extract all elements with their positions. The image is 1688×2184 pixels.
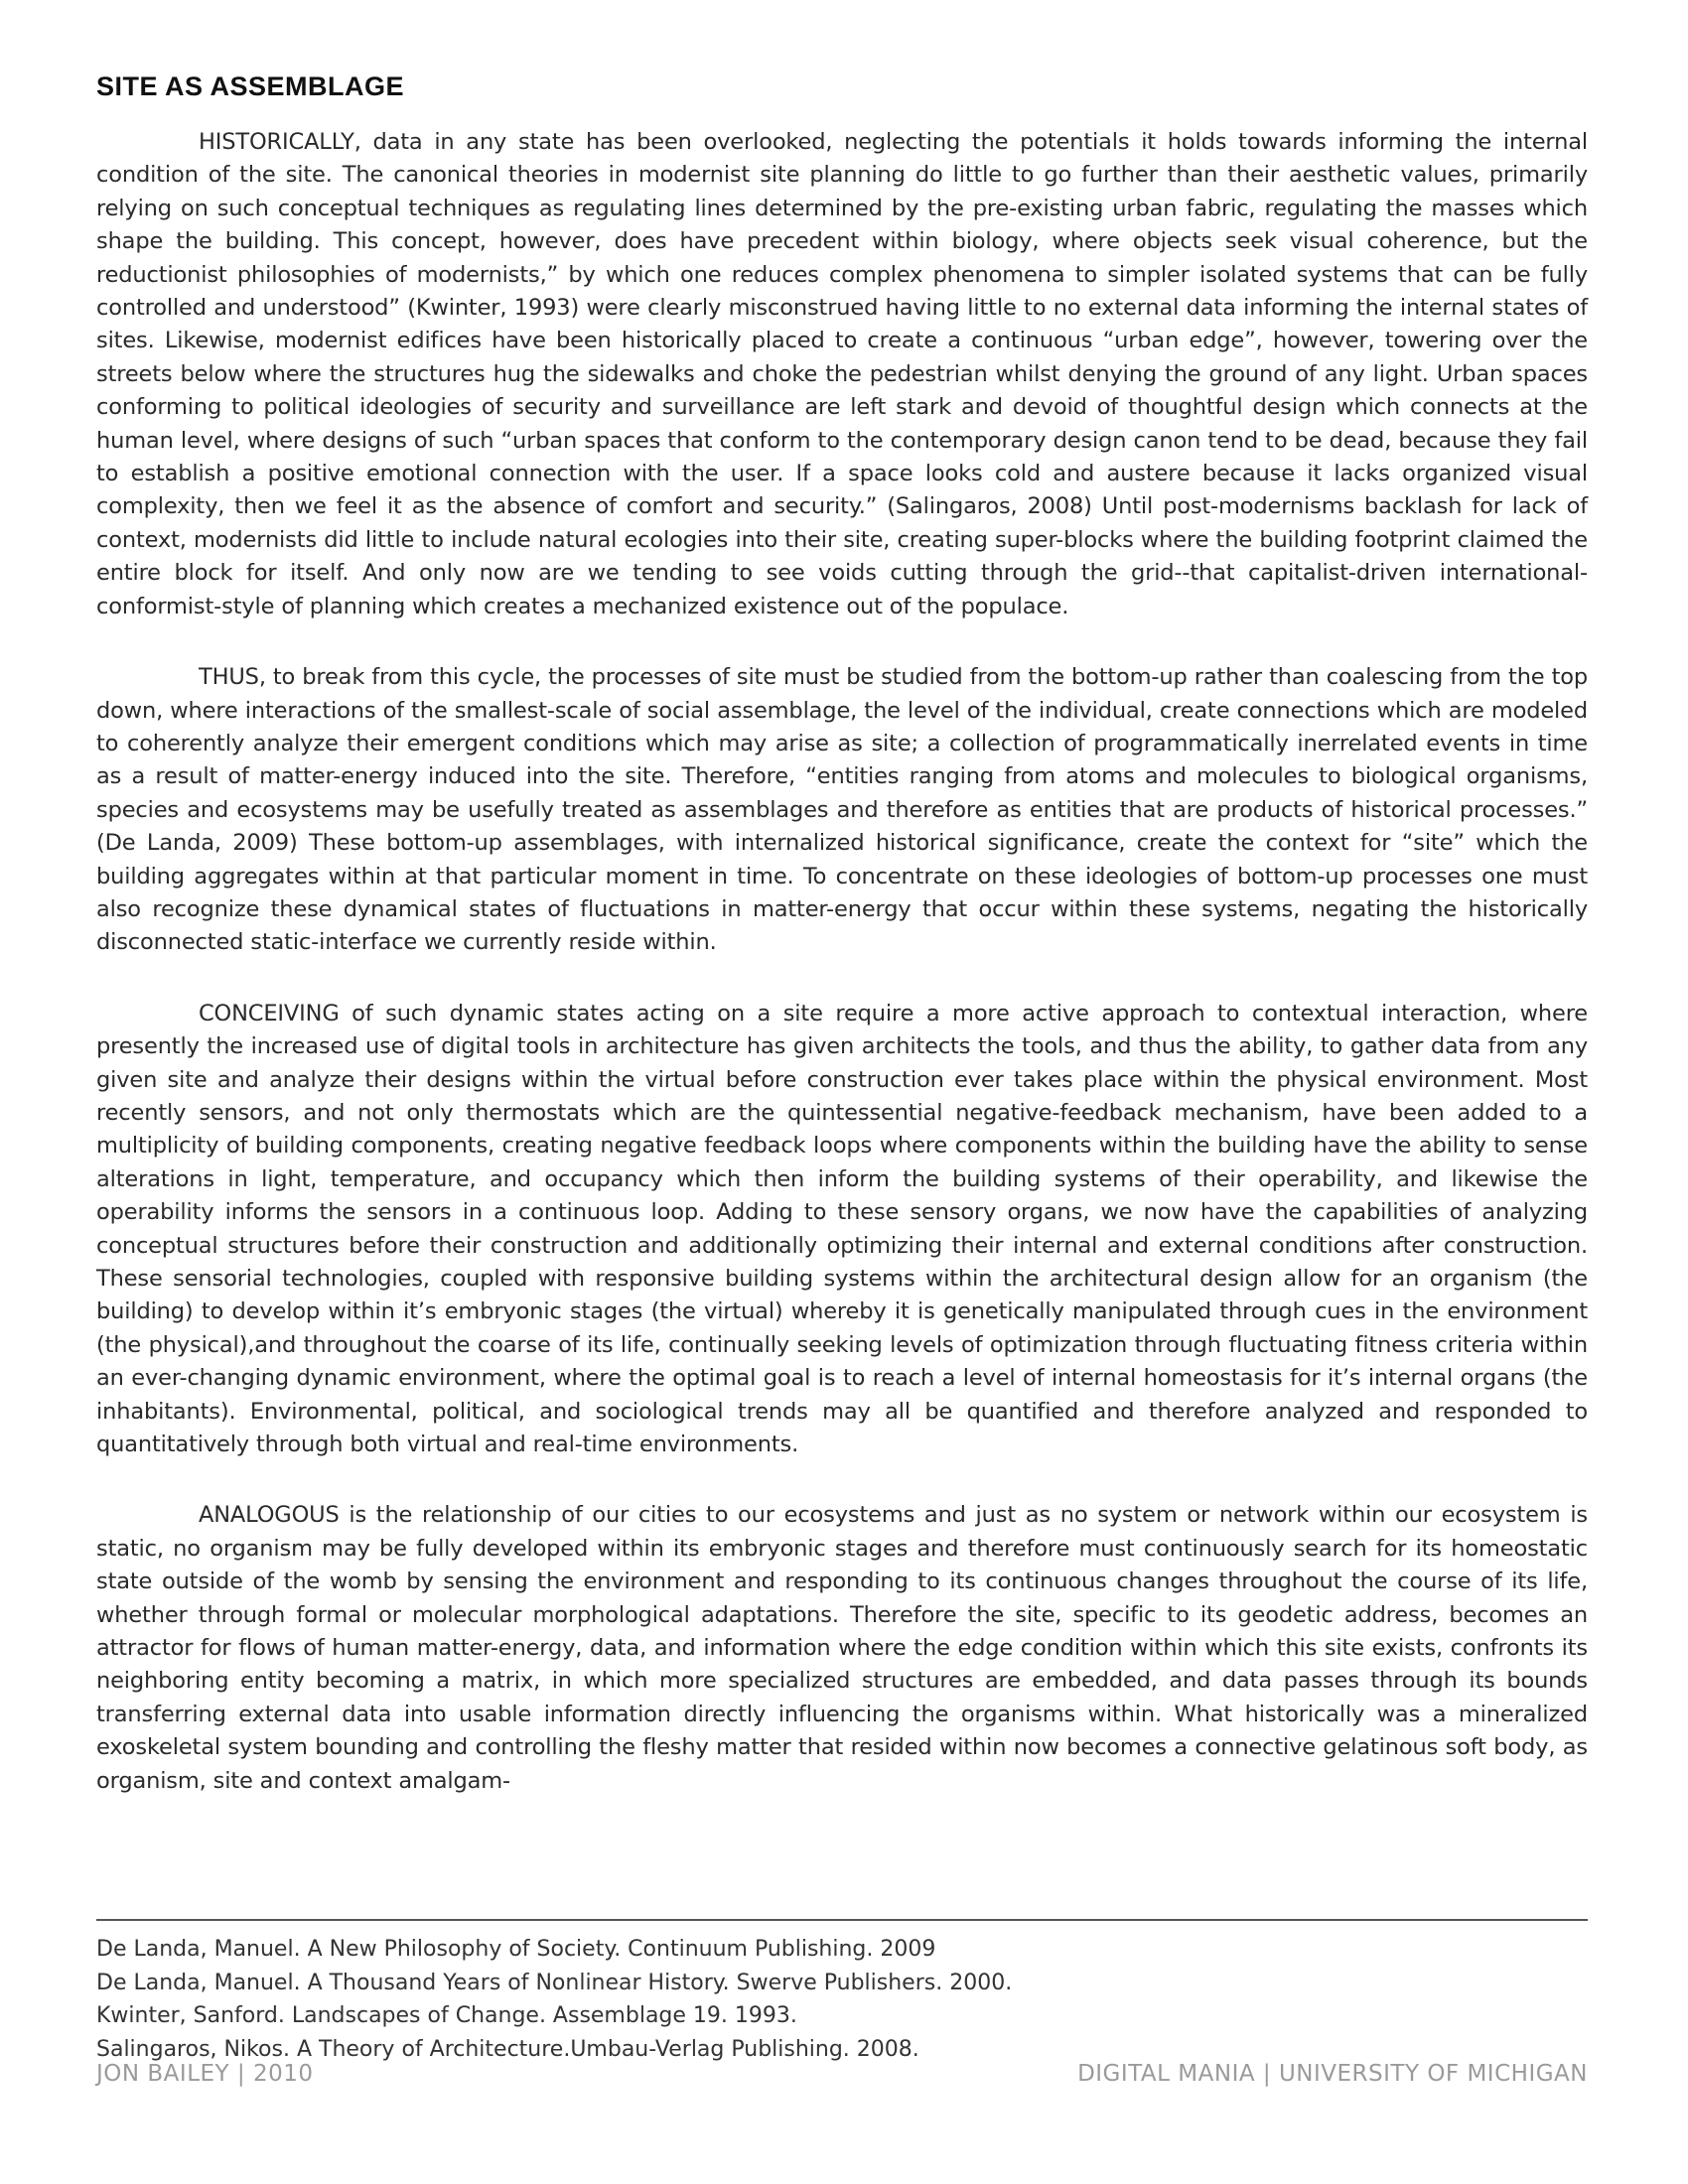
references [96, 1919, 1588, 2066]
paragraph-analogous: ANALOGOUS is the relationship of our cities to our ecosystems and just as no system or network within our ecosystem is static, no organism may be fully developed within its embryonic stages and therefore must continuously search for its homeostatic state outside of the womb by sensing the environment and responding to its continuous changes throughout the course of its life, whether through formal or molecular morphological adaptations. Therefore the site, specific to its geodetic address, becomes an attractor for flows of human matter-energy, data, and information where the edge condition within which this site exists, confronts its neighboring entity becoming a matrix, in which more specialized structures are embedded, and data passes through its bounds transferring external data into usable information directly influencing the organisms within. What historically was a mineralized exoskeletal system bounding and controlling the fleshy matter that resided within now becomes a connective gelatinous soft body, as organism, site and context amalgam- [96, 1502, 1588, 1794]
page-title: SITE AS ASSEMBLAGE [96, 71, 405, 101]
article-body [96, 71, 1588, 1836]
reference-item: Salingaros, Nikos. A Theory of Architecture.Umbau-Verlag Publishing. 2008. [96, 2036, 919, 2062]
reference-item: De Landa, Manuel. A New Philosophy of Society. Continuum Publishing. 2009 [96, 1937, 936, 1962]
paragraph-historically: HISTORICALLY, data in any state has been overlooked, neglecting the potentials it holds towards informing the internal condition of the site. The canonical theories in modernist site planning do little to go further than their aesthetic values, primarily relying on such conceptual techniques as regulating lines determined by the pre-existing urban fabric, regulating the masses which shape the building. This concept, however, does have precedent within biology, where objects seek visual coherence, but the reductionist philosophies of modernists,” by which one reduces complex phenomena to simpler isolated systems that can be fully controlled and understood” (Kwinter, 1993) were clearly misconstrued having little to no external data informing the internal states of sites. Likewise, modernist edifices have been historically placed to create a continuous “urban edge”, however, towering over the streets below where the structures hug the sidewalks and choke the pedestrian whilst denying the ground of any light. Urban spaces conforming to political ideologies of security and surveillance are left stark and devoid of thoughtful design which connects at the human level, where designs of such “urban spaces that conform to the contemporary design canon tend to be dead, because they fail to establish a positive emotional connection with the user. If a space looks cold and austere because it lacks organized visual complexity, then we feel it as the absence of comfort and security.” (Salingaros, 2008) Until post-modernisms backlash for lack of context, modernists did little to include natural ecologies into their site, creating super-blocks where the building footprint claimed the entire block for itself. And only now are we tending to see voids cutting through the grid--that capitalist-driven international-conformist-style of planning which creates a mechanized existence out of the populace. [96, 129, 1588, 619]
footer-course: DIGITAL MANIA | UNIVERSITY OF MICHIGAN [1077, 2061, 1588, 2087]
paragraph-conceiving: CONCEIVING of such dynamic states acting on a site require a more active approach to contextual interaction, where presently the increased use of digital tools in architecture has given architects the tools, and thus the ability, to gather data from any given site and analyze their designs within the virtual before construction ever takes place within the physical environment. Most recently sensors, and not only thermostats which are the quintessential negative-feedback mechanism, have been added to a multiplicity of building components, creating negative feedback loops where components within the building have the ability to sense alterations in light, temperature, and occupancy which then inform the building systems of their operability, and likewise the operability informs the sensors in a continuous loop. Adding to these sensory organs, we now have the capabilities of analyzing conceptual structures before their construction and additionally optimizing their internal and external conditions after construction. These sensorial technologies, coupled with responsive building systems within the architectural design allow for an organism (the building) to develop within it’s embryonic stages (the virtual) whereby it is genetically manipulated through cues in the environment (the physical),and throughout the coarse of its life, continually seeking levels of optimization through fluctuating fitness criteria within an ever-changing dynamic environment, where the optimal goal is to reach a level of internal homeostasis for it’s internal organs (the inhabitants). Environmental, political, and sociological trends may all be quantified and therefore analyzed and responded to quantitatively through both virtual and real-time environments. [96, 1000, 1588, 1458]
footer-author: JON BAILEY | 2010 [96, 2061, 314, 2087]
paragraph-thus: THUS, to break from this cycle, the processes of site must be studied from the bottom-up rather than coalescing from the top down, where interactions of the smallest-scale of social assemblage, the level of the individual, create connections which are modeled to coherently analyze their emergent conditions which may arise as site; a collection of programmatically inerrelated events in time as a result of matter-energy induced into the site. Therefore, “entities ranging from atoms and molecules to biological organisms, species and ecosystems may be usefully treated as assemblages and therefore as entities that are products of historical processes.” (De Landa, 2009) These bottom-up assemblages, with internalized historical significance, create the context for “site” which the building aggregates within at that particular moment in time. To concentrate on these ideologies of bottom-up processes one must also recognize these dynamical states of fluctuations in matter-energy that occur within these systems, negating the historically disconnected static-interface we currently reside within. [96, 664, 1588, 956]
reference-item: Kwinter, Sanford. Landscapes of Change. Assemblage 19. 1993. [96, 2003, 797, 2028]
reference-item: De Landa, Manuel. A Thousand Years of Nonlinear History. Swerve Publishers. 2000. [96, 1970, 1013, 1995]
